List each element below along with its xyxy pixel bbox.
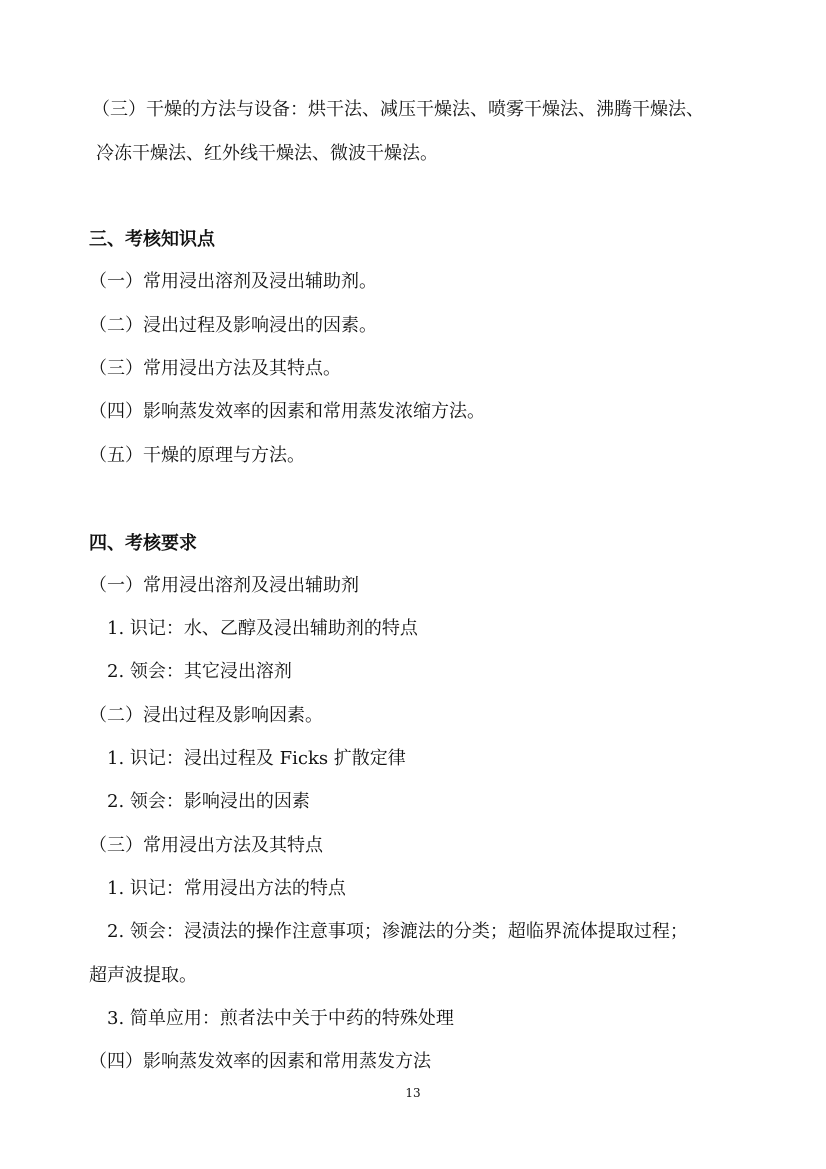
requirement-group-4-title: （四）影响蒸发效率的因素和常用蒸发方法 (89, 1051, 431, 1072)
requirement-group-2-item-2: 2. 领会：影响浸出的因素 (107, 791, 310, 812)
requirement-group-3-item-1: 1. 识记：常用浸出方法的特点 (107, 878, 346, 899)
knowledge-point-5: （五）干燥的原理与方法。 (89, 445, 305, 466)
section-4-heading: 四、考核要求 (89, 533, 197, 554)
requirement-group-3-item-3: 3. 简单应用：煎者法中关于中药的特殊处理 (107, 1008, 454, 1029)
knowledge-point-3: （三）常用浸出方法及其特点。 (89, 358, 341, 379)
section-3-heading: 三、考核知识点 (89, 229, 215, 250)
requirement-group-1-item-1: 1. 识记：水、乙醇及浸出辅助剂的特点 (107, 618, 418, 639)
knowledge-point-4: （四）影响蒸发效率的因素和常用蒸发浓缩方法。 (89, 401, 485, 422)
requirement-group-2-title: （二）浸出过程及影响因素。 (89, 705, 323, 726)
intro-line-1: （三）干燥的方法与设备：烘干法、减压干燥法、喷雾干燥法、沸腾干燥法、 (92, 99, 704, 120)
requirement-group-3-title: （三）常用浸出方法及其特点 (89, 835, 323, 856)
requirement-group-2-item-1: 1. 识记：浸出过程及 Ficks 扩散定律 (107, 748, 406, 769)
requirement-group-1-item-2: 2. 领会：其它浸出溶剂 (107, 661, 292, 682)
knowledge-point-1: （一）常用浸出溶剂及浸出辅助剂。 (89, 271, 377, 292)
requirement-group-3-item-2-line-1: 2. 领会：浸渍法的操作注意事项；渗漉法的分类；超临界流体提取过程； (107, 921, 688, 942)
knowledge-point-2: （二）浸出过程及影响浸出的因素。 (89, 315, 377, 336)
intro-line-2: 冷冻干燥法、红外线干燥法、微波干燥法。 (96, 143, 438, 164)
requirement-group-1-title: （一）常用浸出溶剂及浸出辅助剂 (89, 575, 359, 596)
page-number: 13 (405, 1086, 421, 1100)
requirement-group-3-item-2-line-2: 超声波提取。 (89, 965, 197, 986)
